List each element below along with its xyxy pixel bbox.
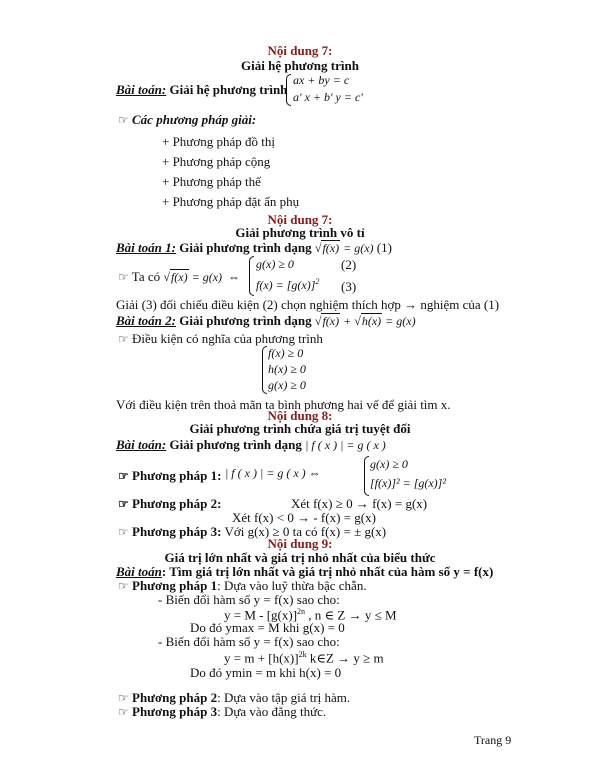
problem1-rhs: = g(x) xyxy=(340,241,374,255)
method3-row xyxy=(118,705,326,720)
condition-2-number: (2) xyxy=(341,257,357,272)
equation-2: a' x + b' y = c' xyxy=(293,90,363,104)
problem1-label: Bài toán 1: xyxy=(116,240,176,255)
hand-pointer-icon: ☞ xyxy=(118,579,129,593)
method1-equation: | f ( x ) | = g ( x ) ⇔ xyxy=(225,466,321,480)
step1-equation-lhs: y = M - [g(x)] xyxy=(224,607,298,623)
condition-g: g(x) ≥ 0 xyxy=(268,378,306,392)
step2-result: Do đó ymin = m khi h(x) = 0 xyxy=(190,665,342,680)
method2-line-2: Xét f(x) < 0 → - f(x) = g(x) xyxy=(232,510,376,525)
method-item: + Phương pháp đồ thị xyxy=(162,134,275,149)
radical-sign: √ xyxy=(354,314,361,328)
condition-3 xyxy=(256,277,319,293)
methods-title: Các phương pháp giải: xyxy=(132,112,257,127)
method2-text: : Dựa vào tập giá trị hàm. xyxy=(217,690,351,705)
tacó-row xyxy=(118,270,240,285)
radicand-h: h(x) xyxy=(361,314,382,328)
condition-h: h(x) ≥ 0 xyxy=(268,362,306,376)
method2-line-1: Xét f(x) ≥ 0 → f(x) = g(x) xyxy=(291,496,428,511)
method2-label: Phương pháp 2 xyxy=(128,690,218,705)
method2-label-row xyxy=(118,497,221,512)
plus-sign: + xyxy=(340,314,355,328)
method-item: + Phương pháp đặt ẩn phụ xyxy=(162,194,300,209)
hand-pointer-icon: ☞ xyxy=(118,270,129,284)
method-item: + Phương pháp thế xyxy=(162,174,261,189)
problem-text: : Tìm giá trị lớn nhất và giá trị nhỏ nhất của hàm số y = f(x) xyxy=(161,564,494,579)
problem-label: Bài toán: xyxy=(116,82,167,97)
section3-problem xyxy=(116,438,386,453)
method1-brace xyxy=(364,456,369,496)
section2-problem2 xyxy=(116,314,416,329)
step2-equation-rhs: k∈Z → y ≥ m xyxy=(306,650,384,666)
method3-label: Phương pháp 3: xyxy=(128,524,222,539)
problem2-label: Bài toán 2: xyxy=(116,313,176,328)
condition-brace xyxy=(249,256,254,296)
radical-sign: √ xyxy=(314,241,322,255)
step1-exponent: 2n xyxy=(297,607,306,616)
problem-text: Giải phương trình dạng xyxy=(166,437,306,452)
method2-label: Phương pháp 2: xyxy=(128,496,222,511)
condition-title-row xyxy=(118,332,323,347)
note1: Giải (3) đối chiếu điều kiện (2) chọn nghiệm thích hợp → nghiệm của (1) xyxy=(116,297,500,312)
equivalence-sign: ⇔ xyxy=(222,270,241,284)
step1-equation-rhs: , n ∈ Z → y ≤ M xyxy=(305,607,397,623)
condition-f: f(x) ≥ 0 xyxy=(268,346,304,360)
note2: Với điều kiện trên thoả mãn ta bình phương hai vế để giải tìm x. xyxy=(116,397,451,412)
section1-problem xyxy=(116,83,287,98)
methods-title-row xyxy=(118,113,256,128)
hand-pointer-icon: ☞ xyxy=(118,705,129,719)
condition-2: g(x) ≥ 0 xyxy=(256,257,294,271)
problem1-text: Giải phương trình dạng xyxy=(175,240,315,255)
section3-title: Giải phương trình chứa giá trị tuyệt đối xyxy=(189,421,411,436)
problem-text: Giải hệ phương trình xyxy=(166,82,288,97)
method1-condition-1: g(x) ≥ 0 xyxy=(370,457,408,471)
method1-condition-2: [f(x)]² = [g(x)]² xyxy=(370,476,446,490)
step2-equation-lhs: y = m + [h(x)] xyxy=(224,650,299,666)
hand-pointer-icon: ☞ xyxy=(118,469,129,483)
method3-label: Phương pháp 3 xyxy=(128,704,218,719)
step1-result: Do đó ymax = M khi g(x) = 0 xyxy=(190,620,345,635)
section4-title: Giá trị lớn nhất và giá trị nhỏ nhất của biểu thức xyxy=(164,550,436,565)
method1-text: : Dựa vào luỹ thừa bậc chẵn. xyxy=(217,578,367,593)
radicand-f: f(x) xyxy=(170,270,188,284)
section2-heading: Nội dung 7: xyxy=(267,212,333,227)
absolute-value-equation: | f ( x ) | = g ( x ) xyxy=(305,438,386,452)
radicand-f: f(x) xyxy=(322,241,340,255)
step2-text: - Biến đổi hàm số y = f(x) sao cho: xyxy=(158,634,340,649)
hand-pointer-icon: ☞ xyxy=(118,525,129,539)
hand-pointer-icon: ☞ xyxy=(118,113,129,127)
condition-3-number: (3) xyxy=(341,279,357,294)
section2-title: Giải phương trình vô tỉ xyxy=(235,225,365,240)
step2-equation xyxy=(224,650,384,666)
method1-label: Phương pháp 1 xyxy=(128,578,218,593)
page-number: Trang 9 xyxy=(474,733,512,747)
method1-label: Phương pháp 1: xyxy=(128,468,222,483)
step2-exponent: 2k xyxy=(298,650,307,659)
condition-3-exponent: 2 xyxy=(315,277,320,286)
condition-3-lhs: f(x) = [g(x)] xyxy=(256,278,316,292)
method1-label-row xyxy=(118,469,221,484)
problem2-text: Giải phương trình dạng xyxy=(175,313,315,328)
system-brace xyxy=(286,74,291,106)
equation-number-1: (1) xyxy=(373,240,392,255)
section2-problem1 xyxy=(116,241,392,256)
hand-pointer-icon: ☞ xyxy=(118,332,129,346)
conditions-brace xyxy=(262,346,267,394)
condition-title: Điều kiện có nghĩa của phương trình xyxy=(128,331,323,346)
method3-text: : Dựa vào đẳng thức. xyxy=(217,704,327,719)
section1-heading: Nội dung 7: xyxy=(267,43,333,58)
radical-sign: √ xyxy=(163,270,170,284)
radical-sign: √ xyxy=(314,314,322,328)
method3-text: Với g(x) ≥ 0 ta có f(x) = ± g(x) xyxy=(221,524,387,539)
section1-title: Giải hệ phương trình xyxy=(241,58,359,73)
step1-text: - Biến đổi hàm số y = f(x) sao cho: xyxy=(158,592,340,607)
method-item: + Phương pháp cộng xyxy=(162,154,271,169)
section4-heading: Nội dung 9: xyxy=(267,536,333,551)
hand-pointer-icon: ☞ xyxy=(118,691,129,705)
problem-label: Bài toán: xyxy=(116,437,167,452)
hand-pointer-icon: ☞ xyxy=(118,497,129,511)
problem2-rhs: = g(x) xyxy=(382,314,416,328)
radicand-f: f(x) xyxy=(322,314,340,328)
problem-label: Bài toán xyxy=(116,564,162,579)
section3-heading: Nội dung 8: xyxy=(267,408,333,423)
tacó-rhs: = g(x) xyxy=(188,270,223,284)
tacó-text: Ta có xyxy=(128,269,164,284)
equation-1: ax + by = c xyxy=(293,73,350,87)
